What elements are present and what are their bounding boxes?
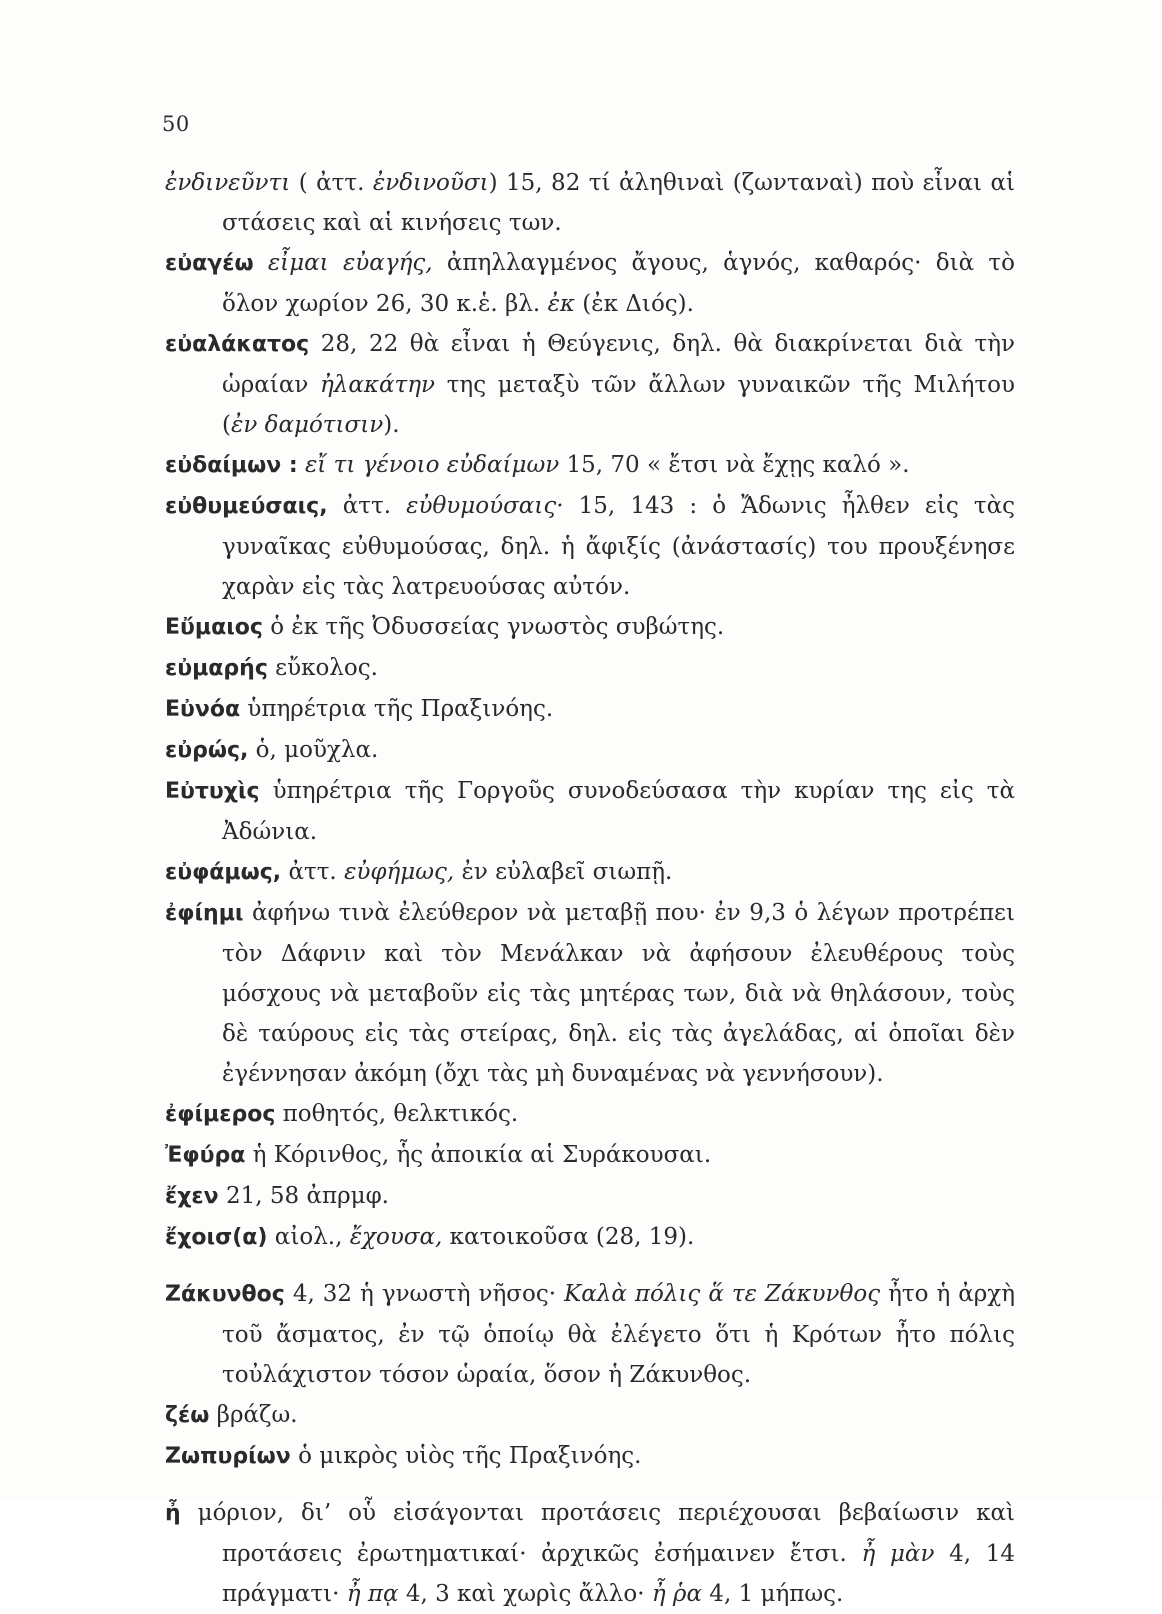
entry-headword: εὐφάμως, — [165, 860, 282, 885]
entry-text: ἀφήνω τινὰ ἐλεύθερον νὰ μεταβῇ που· ἐν 9,3 ὁ λέγων προτρέπει τὸν Δάφνιν καὶ τὸν Μενάλκαν νὰ ἀφήσουν ἐλευθέρους τοὺς μόσχους νὰ μεταβοῦν εἰς τὰς μητέρας των, διὰ νὰ θηλάσουν, τοὺς δὲ ταύρους εἰς τὰς στείρας, δηλ. εἰς τὰς ἀγελάδας, αἱ ὁποῖαι δὲν ἐγέννησαν ἀκόμη (ὄχι τὰς μὴ δυναμένας νὰ γεννήσουν). — [222, 900, 1015, 1087]
entry-eunoa — [165, 689, 1015, 730]
entry-italic: εἴ τι γένοιο εὐδαίμων — [297, 452, 560, 478]
entry-headword: Ἐφύρα — [165, 1143, 246, 1168]
entry-text: (ἐκ Διός). — [575, 291, 694, 317]
entry-italic: εὐθυμούσαις· — [406, 493, 564, 519]
entry-headword: εὐαγέω — [165, 251, 254, 276]
entry-ephimeros — [165, 1094, 1015, 1135]
entry-text: ὁ, μοῦχλα. — [248, 737, 379, 763]
entry-text: ὁ μικρὸς υἱὸς τῆς Πραξινόης. — [290, 1443, 642, 1469]
entry-text: ὁ ἐκ τῆς Ὀδυσσείας γνωστὸς συβώτης. — [262, 614, 725, 640]
entry-continuation — [165, 163, 1015, 243]
entry-eumares — [165, 648, 1015, 689]
entry-zeo — [165, 1395, 1015, 1436]
entry-eutychis — [165, 771, 1015, 852]
entry-headword: εὐμαρής — [165, 656, 268, 681]
entry-italic: ἐν δαμότισιν — [230, 412, 384, 438]
entry-echen — [165, 1176, 1015, 1217]
entry-text: αἰολ., — [267, 1224, 350, 1250]
entry-text: 4, 14 πράγματι· — [222, 1541, 1015, 1607]
entry-text: ἀπηλλαγμένος ἄγους, ἁγνός, καθαρός· διὰ τὸ ὅλον χωρίον 26, 30 κ.ἑ. βλ. — [222, 250, 1015, 317]
entry-text: ὑπηρέτρια τῆς Γοργοῦς συνοδεύσασα τὴν κυρίαν της εἰς τὰ Ἀδώνια. — [222, 778, 1015, 845]
entry-headword: εὐθυμεύσαις, — [165, 494, 328, 519]
entry-zakynthos — [165, 1274, 1015, 1395]
entry-text: 4, 1 μήπως. — [702, 1581, 844, 1607]
entry-eualakatos — [165, 324, 1015, 445]
entry-text: της μεταξὺ τῶν ἄλλων γυναικῶν τῆς Μιλήτου ( — [222, 372, 1015, 438]
entry-text: βράζω. — [209, 1402, 298, 1428]
entry-text: 15, 70 « ἔτσι νὰ ἔχῃς καλό ». — [559, 452, 910, 478]
entry-text: εὔκολος. — [267, 655, 378, 681]
glossary-entries — [165, 163, 1015, 1614]
entry-headword: εὐρώς, — [165, 738, 249, 763]
entry-text: 4, 32 ἡ γνωστὴ νῆσος· — [284, 1281, 565, 1307]
entry-headword: Εὐνόα — [165, 697, 241, 722]
entry-text: ἀττ. — [281, 859, 345, 885]
entry-euthymeusais — [165, 486, 1015, 607]
entry-italic: Καλὰ πόλις ἅ τε Ζάκυνθος — [564, 1281, 881, 1307]
entry-e-particle — [165, 1493, 1015, 1614]
entry-ephyra — [165, 1135, 1015, 1176]
entry-headword: ἐφίμερος — [165, 1102, 276, 1127]
entry-eudaimon — [165, 445, 1015, 486]
entry-ephiemi — [165, 893, 1015, 1094]
entry-italic: ἦ μὰν — [861, 1541, 935, 1567]
entry-euageo — [165, 243, 1015, 324]
entry-headword: ἔχοισ(α) — [165, 1225, 268, 1250]
entry-euros — [165, 730, 1015, 771]
entry-euphamos — [165, 852, 1015, 893]
entry-headword: εὐδαίμων : — [165, 453, 298, 478]
entry-italic: ἦ πᾳ — [346, 1581, 399, 1607]
entry-text: ὑπηρέτρια τῆς Πραξινόης. — [240, 696, 554, 722]
entry-headword: ἐφίημι — [165, 901, 244, 926]
entry-italic: ἔχουσα, — [349, 1224, 443, 1250]
entry-text: ( ἀττ. — [290, 170, 373, 196]
entry-italic: εἶμαι εὐαγής, — [253, 250, 433, 276]
entry-headword: εὐαλάκατος — [165, 332, 310, 357]
entry-eumaios — [165, 607, 1015, 648]
entry-text: ἦτο ἡ ἀρχὴ τοῦ ἄσματος, ἐν τῷ ὁποίῳ θὰ ἐλέγετο ὅτι ἡ Κρότων ἦτο πόλις τοὐλάχιστον τόσον ὡραία, ὅσον ἡ Ζάκυνθος. — [222, 1281, 1015, 1388]
entry-headword: ἔχεν — [165, 1184, 219, 1209]
entry-headword: ζέω — [165, 1403, 210, 1428]
entry-headword: Εὐτυχὶς — [165, 779, 260, 804]
entry-text: κατοικοῦσα (28, 19). — [442, 1224, 695, 1250]
entry-text: ἡ Κόρινθος, ἧς ἀποικία αἱ Συράκουσαι. — [245, 1142, 712, 1168]
entry-headword: ἦ — [165, 1501, 181, 1526]
entry-italic: ἐνδινεῦντι — [165, 170, 291, 196]
entry-headword: Εὔμαιος — [165, 615, 263, 640]
entry-text: 28, 22 θὰ εἶναι ἡ Θεύγενις, δηλ. θὰ διακρίνεται διὰ τὴν ὡραίαν — [222, 331, 1015, 398]
entry-headword: Ζάκυνθος — [165, 1282, 285, 1307]
entry-italic: ἠλακάτην — [320, 372, 436, 398]
page-number: 50 — [162, 112, 190, 136]
entry-zopyrion — [165, 1436, 1015, 1477]
entry-italic: ἐκ — [547, 291, 575, 317]
entry-text: ἀττ. — [327, 493, 407, 519]
entry-text: ποθητός, θελκτικός. — [275, 1101, 519, 1127]
entry-italic: εὐφήμως, — [344, 859, 455, 885]
entry-text: 4, 3 καὶ χωρὶς ἄλλο· — [398, 1581, 652, 1607]
entry-text: ) 15, 82 τί ἀληθιναὶ (ζωνταναὶ) ποὺ εἶναι αἱ στάσεις καὶ αἱ κινήσεις των. — [222, 170, 1015, 236]
entry-text: ἐν εὐλαβεῖ σιωπῇ. — [454, 859, 673, 885]
entry-headword: Ζωπυρίων — [165, 1444, 291, 1469]
entry-echois — [165, 1217, 1015, 1258]
entry-text: 21, 58 ἀπρμφ. — [218, 1183, 389, 1209]
entry-text: ). — [383, 412, 400, 438]
entry-text: 15, 143 : ὁ Ἄδωνις ἦλθεν εἰς τὰς γυναῖκας εὐθυμούσας, δηλ. ἡ ἄφιξίς (ἀνάστασίς) του προυξένησε χαρὰν εἰς τὰς λατρευούσας αὐτόν. — [222, 493, 1015, 600]
entry-italic: ἦ ῥα — [651, 1581, 702, 1607]
entry-italic: ἐνδινοῦσι — [372, 170, 489, 196]
entry-text: μόριον, δι’ οὗ εἰσάγονται προτάσεις περιέχουσαι βεβαίωσιν καὶ προτάσεις ἐρωτηματικαί· ἀρχικῶς ἐσήμαινεν ἔτσι. — [180, 1500, 1015, 1567]
